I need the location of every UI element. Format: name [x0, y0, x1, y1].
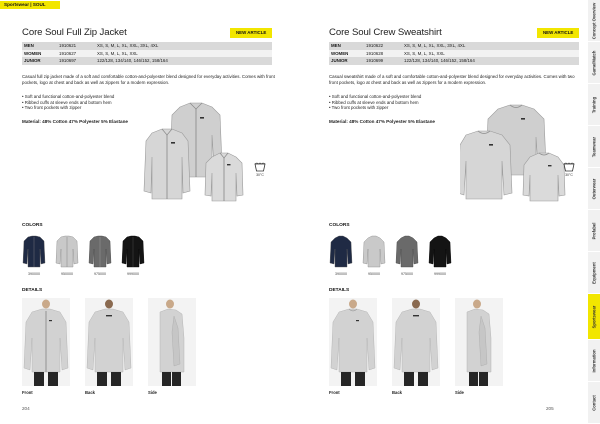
tab-teamwear[interactable] [588, 126, 600, 168]
feature-item: • Soft and functional cotton-and-polyester blend [22, 94, 115, 99]
color-code: 950000 [61, 272, 73, 276]
tab-concept-overview[interactable] [588, 0, 600, 42]
tab-label: Sportswear [591, 305, 597, 328]
size-range: XS, S, M, L, XL, XXL, 3XL, 4XL [404, 43, 466, 49]
colors-heading: COLORS [329, 223, 350, 228]
tab-label: Equipment [591, 261, 597, 284]
feature-item: • Ribbed cuffs at sleeve ends and bottom hem [329, 99, 419, 105]
tab-label: Training [591, 96, 597, 113]
size-table [329, 42, 579, 65]
right-page [300, 0, 590, 424]
tab-label: Game/Match [591, 50, 597, 75]
feature-list [329, 94, 479, 111]
color-swatch [395, 235, 419, 268]
product-description: Casual full zip jacket made of a soft and comfortable cotton-and-polyester blend designed for everyday activities. Comes with front pockets, logo at chest and back as well as zippers for a modern expression. [22, 74, 275, 86]
page-number: 204 [22, 406, 30, 411]
size-range: XS, S, M, L, XL, XXL [97, 50, 138, 56]
size-range: 122/128, 134/140, 146/152, 158/164 [404, 58, 475, 64]
color-swatch [121, 235, 145, 268]
color-code: 390000 [28, 272, 40, 276]
photo-caption: Front [329, 390, 340, 395]
color-code: 975000 [401, 272, 413, 276]
feature-item: • Two front pockets with zipper [22, 105, 82, 111]
section-breadcrumb: Sportswear | SOUL [0, 1, 60, 9]
product-description: Casual sweatshirt made of a soft and comfortable cotton-and-polyester blend designed for everyday activities. Comes with two front pockets, logo at chest and back as well as zippers for a modern expression. [329, 74, 575, 86]
product-title: Core Soul Crew Sweatshirt [329, 27, 442, 38]
material-text: Material: 48% Cotton 47% Polyester 5% Elastane [22, 119, 128, 124]
tab-contact[interactable] [588, 382, 600, 424]
feature-item: • Ribbed cuffs at sleeve ends and bottom hem [22, 99, 112, 105]
tab-sportswear[interactable] [588, 294, 600, 340]
article-code: 1910628 [366, 50, 384, 56]
color-swatch [55, 235, 79, 268]
wash-care-icon [254, 160, 266, 172]
detail-photo-back [85, 298, 133, 386]
color-swatch [362, 235, 386, 268]
details-heading: DETAILS [329, 288, 350, 293]
size-range: 122/128, 134/140, 146/152, 158/164 [97, 58, 168, 64]
article-code: 1910699 [366, 58, 384, 64]
size-row-men [329, 42, 579, 50]
size-row-junior [22, 57, 272, 65]
size-row-men [22, 42, 272, 50]
feature-item: • Two front pockets with zipper [329, 105, 389, 111]
size-table [22, 42, 272, 65]
feature-item: • Soft and functional cotton-and-polyester blend [329, 94, 422, 99]
tab-game-match[interactable] [588, 42, 600, 84]
color-swatch [329, 235, 353, 268]
color-swatch [428, 235, 452, 268]
tab-label: Outerwear [591, 178, 597, 199]
wash-care-label: 30°C [256, 173, 264, 177]
tab-label: Profabel [591, 222, 597, 239]
article-code: 1910622 [366, 43, 384, 49]
wash-care [253, 160, 267, 177]
size-row-women [329, 50, 579, 58]
size-row-women [22, 50, 272, 58]
material-text: Material: 48% Cotton 47% Polyester 5% Elastane [329, 119, 435, 124]
page-number: 205 [546, 406, 554, 411]
photo-caption: Back [85, 390, 96, 395]
tab-profabel[interactable] [588, 210, 600, 252]
size-label: JUNIOR [331, 58, 348, 64]
detail-photo-front [22, 298, 70, 386]
photo-caption: Front [22, 390, 33, 395]
colors-heading: COLORS [22, 223, 43, 228]
color-code: 999000 [127, 272, 139, 276]
photo-caption: Side [148, 390, 157, 395]
article-code: 1910621 [59, 43, 77, 49]
tab-outerwear[interactable] [588, 168, 600, 210]
new-article-badge: NEW ARTICLE [537, 28, 579, 38]
size-label: WOMEN [24, 50, 42, 56]
tab-label: Information [591, 348, 597, 373]
detail-photo-back [392, 298, 440, 386]
tab-information[interactable] [588, 340, 600, 382]
left-page [0, 0, 290, 424]
article-code: 1910627 [59, 50, 77, 56]
sweatshirt-hero-image [460, 95, 570, 205]
color-swatch [22, 235, 46, 268]
detail-photo-side [148, 298, 196, 386]
tab-training[interactable] [588, 84, 600, 126]
tab-label: Teamwear [591, 136, 597, 157]
wash-care-icon [563, 160, 575, 172]
photo-caption: Side [455, 390, 464, 395]
product-title: Core Soul Full Zip Jacket [22, 27, 127, 38]
size-label: MEN [24, 43, 34, 49]
color-code: 999000 [434, 272, 446, 276]
details-heading: DETAILS [22, 288, 43, 293]
article-code: 1910697 [59, 58, 77, 64]
size-row-junior [329, 57, 579, 65]
color-swatch [88, 235, 112, 268]
size-label: JUNIOR [24, 58, 41, 64]
size-range: XS, S, M, L, XL, XXL, 3XL, 4XL [97, 43, 159, 49]
color-code: 975000 [94, 272, 106, 276]
tab-label: Concept Overview [591, 2, 597, 39]
size-label: MEN [331, 43, 341, 49]
detail-photo-front [329, 298, 377, 386]
size-range: XS, S, M, L, XL, XXL [404, 50, 445, 56]
detail-photo-side [455, 298, 503, 386]
new-article-badge: NEW ARTICLE [230, 28, 272, 38]
wash-care-label: 30°C [565, 173, 573, 177]
section-tab-bar [588, 0, 600, 424]
jacket-hero-image [140, 95, 250, 205]
size-label: WOMEN [331, 50, 349, 56]
color-code: 950000 [368, 272, 380, 276]
photo-caption: Back [392, 390, 403, 395]
color-code: 390000 [335, 272, 347, 276]
tab-label: Contact [591, 394, 597, 411]
tab-equipment[interactable] [588, 252, 600, 294]
wash-care [562, 160, 576, 177]
